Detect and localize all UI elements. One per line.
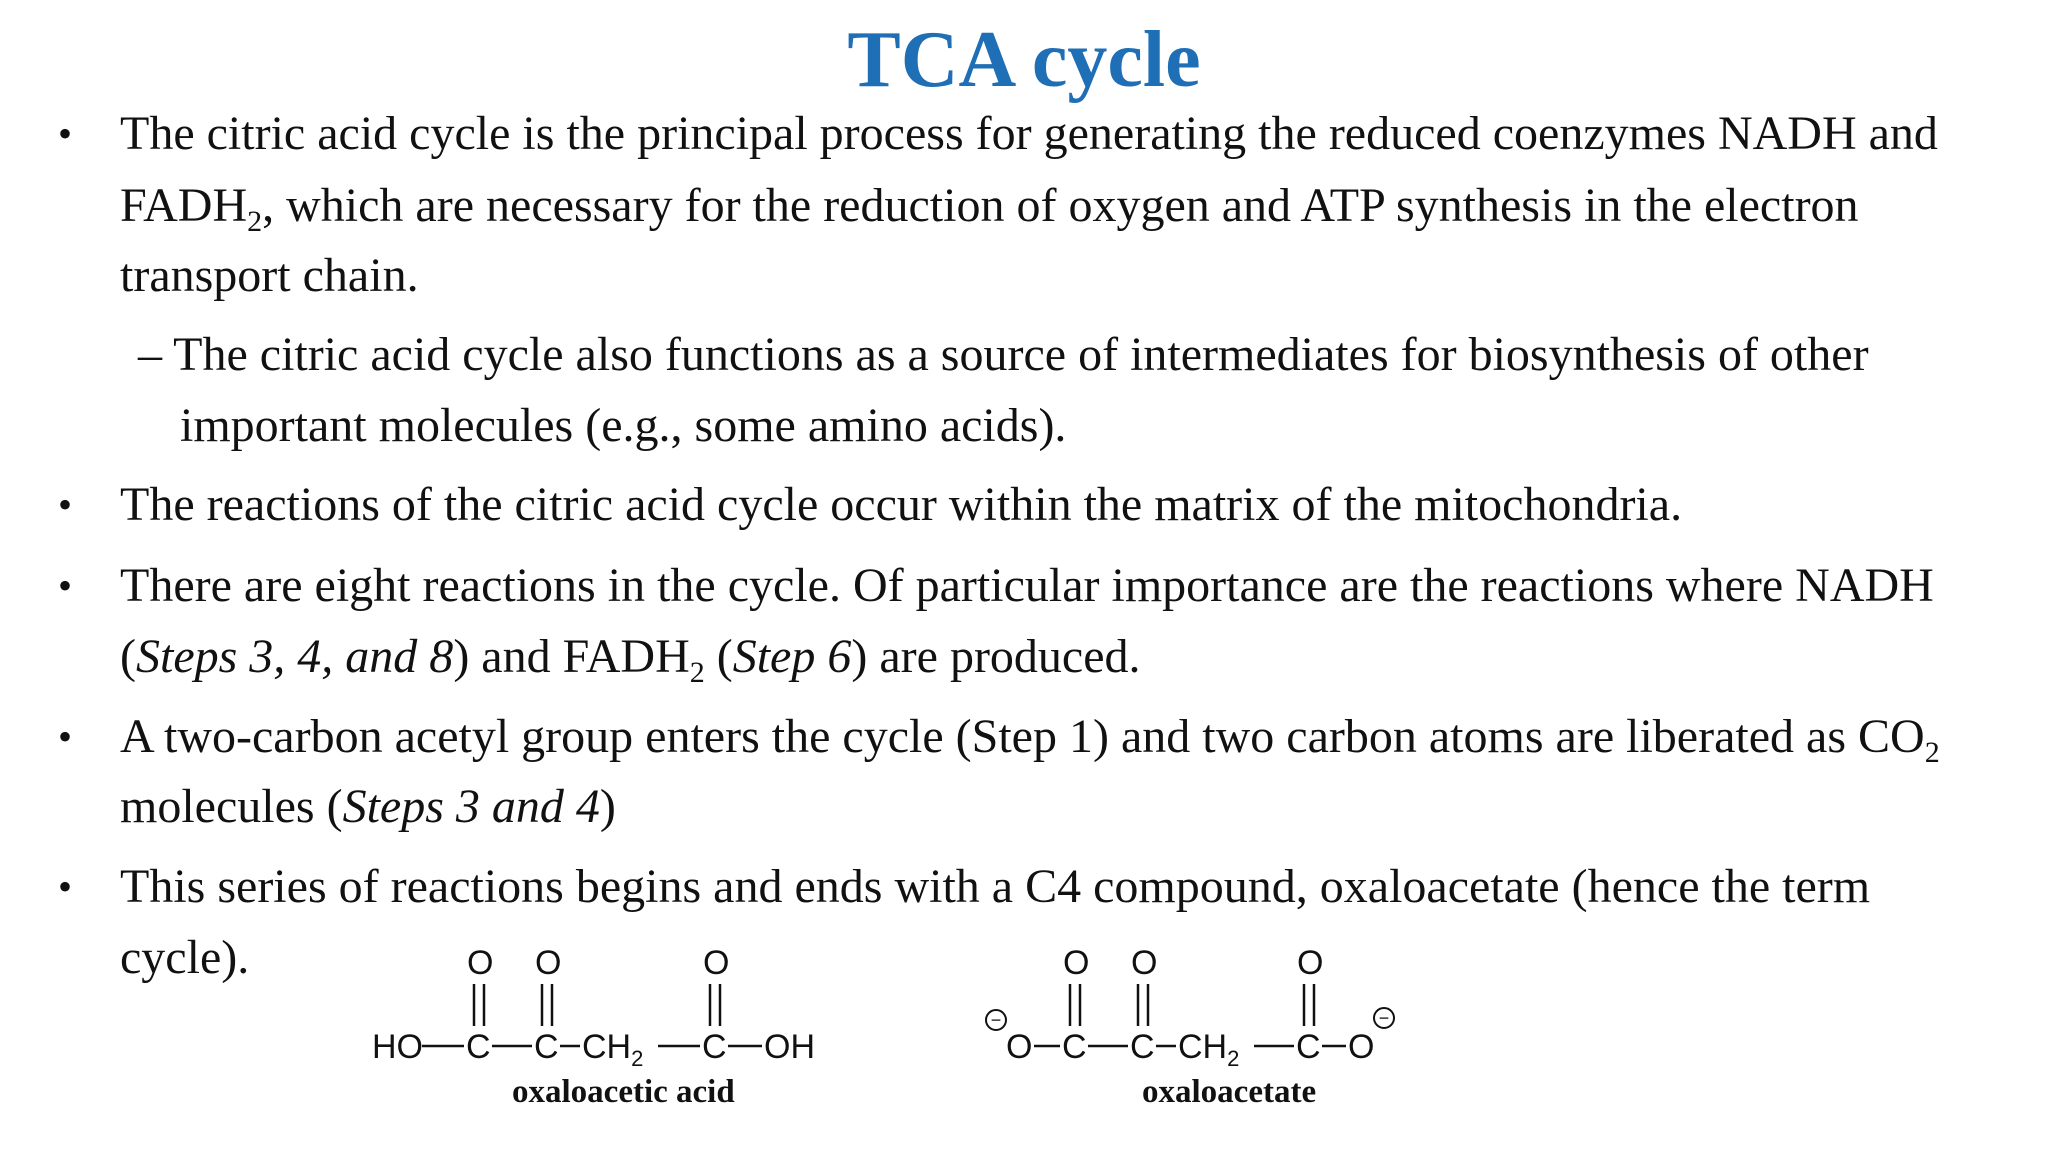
bullet-1-line-1: The citric acid cycle is the principal process for generating the reduced coenzymes NADH and	[120, 107, 1938, 160]
italic-steps: Steps 3 and 4	[342, 780, 600, 833]
atom-ch2: $CH_2$	[1178, 1028, 1240, 1071]
text-segment: molecules (	[120, 780, 343, 833]
structure-figure	[360, 930, 1560, 1150]
text-segment: ) are produced.	[851, 630, 1141, 683]
bullet-marker: •	[58, 111, 73, 156]
subscript-2: 2	[1924, 736, 1940, 769]
subscript-2: 2	[689, 656, 705, 689]
bullet-marker: •	[58, 563, 73, 608]
atom-o3: O	[1297, 944, 1324, 982]
bullet-5-line-1: This series of reactions begins and ends with a C4 compound, oxaloacetate (hence the term	[120, 860, 1871, 913]
sub-bullet-line-2: important molecules (e.g., some amino acids).	[180, 399, 1067, 452]
atom-o2: O	[1131, 944, 1158, 982]
text-segment: )	[599, 780, 616, 833]
bullet-4-line-2	[120, 777, 616, 837]
text-segment: A two-carbon acetyl group enters the cycle (Step 1) and two carbon atoms are liberated as CO	[120, 710, 1925, 763]
bullet-5-line-2: cycle).	[120, 931, 250, 984]
slide-title: TCA cycle	[847, 16, 1201, 104]
bullet-marker: •	[58, 714, 73, 759]
atom-c3: C	[1296, 1028, 1321, 1066]
atom-c1: C	[466, 1028, 491, 1066]
atom-ho: HO	[372, 1028, 423, 1066]
atom-o3: O	[703, 944, 730, 982]
bullet-1-line-2-rest: , which are necessary for the reduction of oxygen and ATP synthesis in the electron	[262, 179, 1859, 232]
caption-oxaloacetate: oxaloacetate	[1142, 1074, 1317, 1110]
atom-c1: C	[1062, 1028, 1087, 1066]
bullet-marker: •	[58, 482, 73, 527]
charge-right: −	[1378, 1008, 1390, 1028]
bullet-1-line-3: transport chain.	[120, 249, 419, 302]
caption-oxaloacetic-acid: oxaloacetic acid	[512, 1074, 735, 1110]
bullet-1-line-2	[120, 176, 1859, 236]
atom-o-right: O	[1348, 1028, 1375, 1066]
italic-steps: Steps 3, 4, and 8	[135, 630, 454, 683]
atom-o1: O	[467, 944, 494, 982]
oxaloacetic-acid-structure	[372, 944, 815, 1071]
italic-step-6: Step 6	[732, 630, 852, 683]
bullet-4-line-1	[120, 707, 1940, 767]
atom-o1: O	[1063, 944, 1090, 982]
bullet-2-line-1: The reactions of the citric acid cycle occur within the matrix of the mitochondria.	[120, 478, 1683, 531]
atom-o-left: O	[1006, 1028, 1033, 1066]
oxaloacetate-structure	[986, 944, 1394, 1071]
text-segment: (	[120, 630, 136, 683]
bullet-marker: •	[58, 864, 73, 909]
atom-c3: C	[702, 1028, 727, 1066]
atom-c2: C	[1130, 1028, 1155, 1066]
fadh-text: FADH	[120, 179, 248, 232]
bullet-3-line-2	[120, 627, 1141, 687]
bullet-3-line-1: There are eight reactions in the cycle. Of particular importance are the reactions where NADH	[120, 559, 1934, 612]
atom-o2: O	[535, 944, 562, 982]
text-segment: (	[704, 630, 733, 683]
subscript-2: 2	[247, 205, 263, 238]
charge-left: −	[990, 1010, 1002, 1030]
atom-ch2: $CH_2$	[582, 1028, 644, 1071]
atom-oh: OH	[764, 1028, 815, 1066]
text-segment: ) and FADH	[453, 630, 690, 683]
atom-c2: C	[534, 1028, 559, 1066]
sub-bullet-line-1: – The citric acid cycle also functions as a source of intermediates for biosynthesis of other	[138, 328, 1869, 381]
